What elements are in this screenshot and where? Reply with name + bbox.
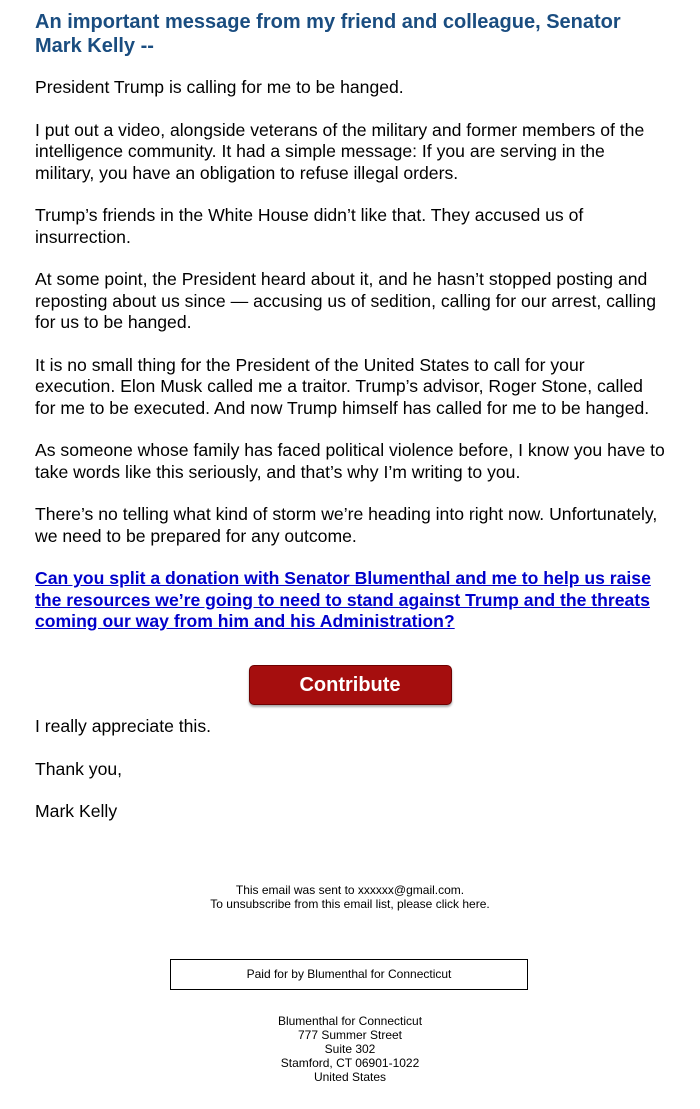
paragraph-6: As someone whose family has faced political violence before, I know you have to take words like this seriously, and that’s why I’m writing to you.	[35, 440, 665, 482]
unsubscribe-link[interactable]: To unsubscribe from this email list, please click here.	[210, 897, 490, 911]
mailing-address	[0, 1014, 700, 1084]
signature: Mark Kelly	[35, 801, 118, 821]
email-body	[35, 0, 667, 633]
contribute-button[interactable]: Contribute	[249, 665, 452, 705]
paragraph-2: I put out a video, alongside veterans of the military and former members of the intelligence community. It had a simple message: If you are serving in the military, you have an obligation to refuse illegal orders.	[35, 119, 645, 183]
closing-thanks: Thank you,	[35, 758, 123, 779]
sent-to-text: This email was sent to xxxxxx@gmail.com.	[235, 883, 465, 897]
paid-for-box: Paid for by Blumenthal for Connecticut	[170, 959, 528, 990]
address-line: Suite 302	[324, 1042, 376, 1056]
address-line: United States	[313, 1070, 387, 1084]
headline: An important message from my friend and colleague, Senator Mark Kelly --	[35, 11, 621, 57]
closing-block	[35, 716, 667, 823]
paragraph-3: Trump’s friends in the White House didn’t like that. They accused us of insurrection.	[35, 205, 584, 247]
footer-notice	[0, 883, 700, 911]
paragraph-4: At some point, the President heard about it, and he hasn’t stopped posting and reposting about us since — accusing us of sedition, calling for our arrest, calling for us to be hanged.	[35, 269, 656, 332]
paragraph-1: President Trump is calling for me to be hanged.	[35, 77, 404, 97]
address-line: 777 Summer Street	[297, 1028, 403, 1042]
closing-appreciation: I really appreciate this.	[35, 716, 212, 736]
paragraph-7: There’s no telling what kind of storm we’re heading into right now. Unfortunately, we need to be prepared for any outcome.	[35, 504, 658, 546]
paragraph-5: It is no small thing for the President of the United States to call for your execution. Elon Musk called me a traitor. Trump’s advisor, Roger Stone, called for me to be executed. And now Trump himself has called for me to be hanged.	[35, 354, 650, 418]
address-line: Blumenthal for Connecticut	[277, 1014, 423, 1028]
address-line: Stamford, CT 06901-1022	[280, 1056, 420, 1070]
donation-link[interactable]: Can you split a donation with Senator Blumenthal and me to help us raise the resources we’re going to need to stand against Trump and the threats coming our way from him and his Administration?	[35, 568, 651, 631]
button-row	[0, 665, 700, 705]
